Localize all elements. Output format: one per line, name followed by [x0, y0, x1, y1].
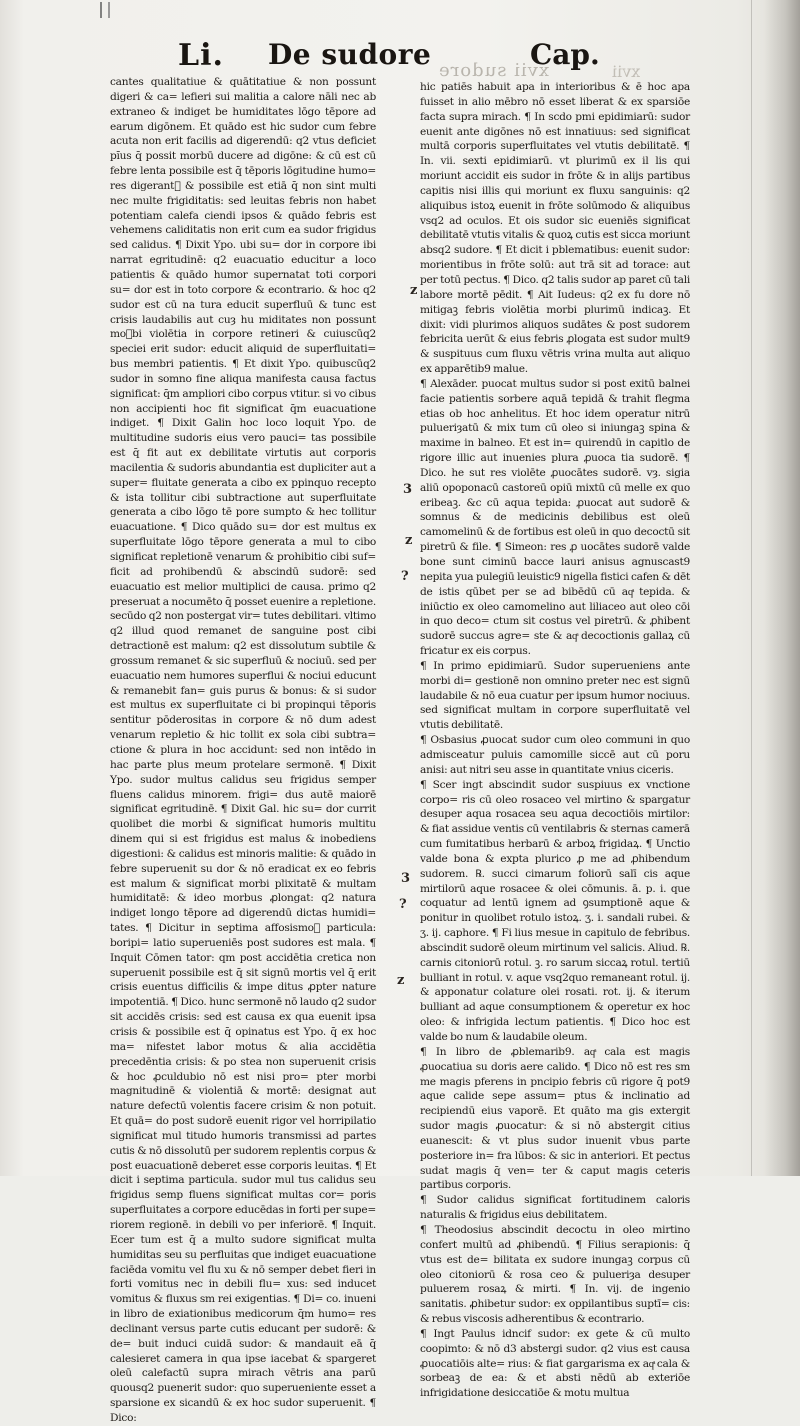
chapter-label: Cap. [530, 38, 600, 71]
bleed-through-text: xvii sudore [438, 60, 550, 81]
page-corner-mark [100, 2, 110, 18]
paragraph: ¶ Osbasius ꝓuocat sudor cum oleo communi in quo admisceatur puluis camomille siccē aut cū poru anisi: aut nitri seu asse in quantitate vnius ciceris. [420, 734, 690, 776]
margin-mark: ? [399, 897, 407, 912]
running-title: De sudore [268, 38, 432, 71]
paragraph: ¶ Sudor calidus significat fortitudinem caloris naturalis & frigidus eius debilitatem. [420, 1194, 690, 1222]
paragraph: hic patiēs habuit apa in interioribus & ē hoc apa fuisset in alio mēbro nō esset liberat & ex sparsiōe facta supra mirach. ¶ In scdo pmi epidimiarū: sudor euenit ante digōnes nō est innatiuus: sed significat multā corporis superfluitates vel vtutis debilitatē. ¶ In. vii. sexti epidimiarū. vt plurimū ex il lis qui moriunt accidit eis sudor in frōte & in alijs partibus capitis nisi illis qui moriunt ex fluxu sanguinis: q2 aliquibus istoꝝ euenit in frōte solūmodo & aliquibus vsq2 ad oculos. Et ois sudor sic eueniēs significat debilitatē vtutis vitalis & quoꝝ cutis est sicca moriunt absq2 sudore. ¶ Et dicit i pblematibus: euenit sudor: morientibus in frōte solū: aut trā sit ad torace: aut per totū pectus. ¶ Dico. q2 talis sudor ap paret cū tali labore mortē pēdit. ¶ Ait Iudeus: q2 ex fu dore nō mitigaꝫ febris violētia morbi plurimū indicaꝫ. Et dixit: vidi plurimos aliquos sudātes & post sudorem febricita uerūt & eius febris ꝓlogata est sudor mult9 & suspituus cum fluxu vētris vrina multa aut aliquo ex apparētib9 malue. [420, 81, 690, 376]
paragraph: ¶ Scer ingt abscindit sudor suspiuus ex vnctione corpo= ris cū oleo rosaceo vel mirtino & spargatur desuper aqua rosacea seu aqua decoctiōis mirtilor: & fiat assidue ventis cū ventilabris & sternas camerā cum fumitatibus herbarū & arboꝝ frigidaꝝ. ¶ Unctio valde bona & expta plurico ꝓ me ad ꝓhibendum sudorem. ℞. succi cimarum foliorū salī cis aque mirtilorū aque rosacee & olei cōmunis. ā. p. i. que coquatur ad lentū ignem ad ꝯsumptionē aque & ponitur in quolibet rotulo istoꝝ. ʒ. i. sandali rubei. & ʒ. ij. caphore. ¶ Fi lius mesue in capitulo de febribus. abscindit sudorē oleum mirtinum vel salicis. Aliud. ℞. carnis citoniorū rotul. ꝫ. ro sarum siccaꝝ rotul. tertiū bulliant in rotul. v. aque vsq2quo remaneant rotul. ij. & apponatur colature olei rosati. rot. ij. & iterum bulliant ad aque consumptionem & operetur ex hoc oleo: & infrigida lectum patientis. ¶ Dico hoc est valde bo num & laudabile oleum. [420, 778, 690, 1043]
paragraph: ¶ Alexāder. puocat multus sudor si post exitū balnei facie patientis sorbere aquā tepidā & trahit flegma etias ob hoc anhelitus. Et hoc idem operatur nitrū pulueriȝatū & mix tum cū oleo si iniungaꝫ spina & maxime in balneo. Et est in= quirendū in capitlo de rigore illic aut inuenies plura ꝓuoca tia sudorē. ¶ Dico. he sut res violēte ꝓuocātes sudorē. vȝ. sigia aliū opoponacū castoreū opiū mixtū cū melle ex quo eribeaꝫ. &c cū aqua tepida: ꝓuocat aut sudorē & somnus & de medicinis debilibus est oleū camomelinū & de fortibus est oleū in quo decoctū sit piretrū & file. ¶ Simeon: res ꝓ uocātes sudorē valde bone sunt ciminū bacce lauri anisus agnuscast9 nepita yua pulegiū leuistic9 nigella fistici cafen & dēt de istis qūbet per se ad bibēdū cū aqͣ tepida. & iniūctio ex oleo camomelino aut liliaceo aut oleo cōi in quo deco= ctum sit costus vel piretrū. & ꝓhibent sudorē succus agre= ste & aqͣ decoctionis gallaꝝ cū fricatur ex eis corpus. [420, 377, 690, 658]
paragraph: cantes qualitatiue & quātitatiue & non possunt digeri & ca= lefieri sui malitia a calore nāli nec ab extraneo & indiget be humiditates lōgo tēpore ad earum digōnem. Et quādo est hic sudor cum febre acuta non erit facilis ad digerendū: q2 vtus deficiet pı̄us q̄ possit morbū ducere ad digōne: & cū est cū febre lenta possibile est q̄ tēporis lōgitudine humo= res digerantᷓ & possibile est etiā q̄ non sint multi nec multe frigiditatis: sed leuitas febris non habet potentiam calefa ciendi ipsos & quādo febris est vehemens caliditatis non erit cum ea sudor frigidus sed calidus. ¶ Dixit Ypo. ubi su= dor in corpore ibi narrat egritudinē: q2 euacuatio educitur a loco patientis & quādo humor supernatat toti corpori su= dor est in toto corpore & econtrario. & hoc q2 sudor est cū na tura educit superfluū & tunc est crisis laudabilis aut cuȝ hu miditates non possunt moꝛbi violētia in corpore retineri & cuiuscūq2 speciei erit sudor: educit aliquid de superfluitati= bus membri patientis. ¶ Et dixit Ypo. quibuscūq2 sudor in somno fine aliqua manifesta causa factus significat: q̄m ampliori cibo corpus vtitur. si vo cibus non accipienti hoc fit significat q̄m euacuatione indiget. ¶ Dixit Galin hoc loco loquit Ypo. de multitudine sudoris eius vero pauci= tas possibile est q̄ fit aut ex debilitate virtutis aut corporis macilentia & sudoris abundantia est dupliciter aut a super= fluitate generata a cibo ex ppinquo recepto & ista tollitur cibi subtractione aut superfluitate generata a cibo lōgo tē pore sumpto & hec tollitur euacuatione. ¶ Dico quādo su= dor est multus ex superfluitate lōgo tēpore generata a mul to cibo significat repletionē venarum & prohibitio cibi suf= ficit ad prohibendū & abscindū sudorē: sed euacuatio est melior multiplici de causa. primo q2 preseruat a nocumēto q̄ posset euenire a repletione. secūdo q2 non postergat vir= tutes debilitari. vltimo q2 illud quod remanet de sanguine post cibi detractionē est malum: q2 est dissolutum subtile & grossum remanet & sic superfluū & nociuū. sed per euacuatio nem humores superflui & nociui educunt & remanebit fan= guis purus & bonus: & si sudor est multus ex superfluitate ci bi propinqui tēporis sentitur pōderositas in corpore & nō dum adest venarum repletio & hic tollit ex sola cibi subtra= ctione & plura in hoc accidunt: sed non intēdo in hac parte plus meum protelare sermonē. ¶ Dixit Ypo. sudor multus calidus seu frigidus semper fluens calidus minorem. frigi= dus autē maiorē significat egritudinē. ¶ Dixit Gal. hic su= dor currit quolibet die morbi & significat humoris multitu dinem qui si est frigidus est malus & inobediens digestioni: & calidus est minoris malitie: & quādo in febre superuenit su dor & nō eradicat ex eo febris est malum & significat morbi plixitatē & multam humiditatē: & ideo morbus ꝓlongat: q2 natura indiget longo tēpore ad digerendū dictas humidi= tates. ¶ Dicitur in septima affosismoꝝ particula: boripi= latio superueniēs post sudores est mala. ¶ Inquit Cōmen tator: qm post accidētia cretica non superuenit possibile est q̄ sit signū mortis vel q̄ erit crisis euentus difficilis & impe ditus ꝓpter nature impotentiā. ¶ Dico. hunc sermonē nō laudo q2 sudor sit accidēs crisis: sed est causa ex qua euenit ipsa crisis & possibile est q̄ opinatus est Ypo. q̄ ex hoc ma= nifestet labor motus & alia accidētia precedēntia crisis: & po stea non superuenit crisis & hoc ꝓculdubio nō est nisi pro= pter morbi magnitudinē & violentiā & mortē: designat aut nature defectū volentis facere crisim & non potuit. Et quā= do post sudorē euenit rigor vel horripilatio significat mul titudo humoris transmissi ad partes cutis & nō dissolutū per sudorem replentis corpus & post euacuationē deberet esse corporis leuitas. ¶ Et dicit i septima particula. sudor mul tus calidus seu frigidus semp fluens significat multas cor= poris superfluitates a corpore educēdas in forti per supe= riorem regionē. in debili vo per inferiorē. ¶ Inquit. Ecer tum est q̄ a multo sudore significat multa humiditas seu su perfluitas que indiget euacuatione faciēda vomitu vel flu xu & nō semper debet fieri in forti vomitus nec in debili flu= xus: sed inducet vomitus & fluxus sm rei exigentias. ¶ Di= co. inueni in libro de exiationibus medicorum q̄m humo= res declinant versus parte cutis educant per sudorē: & de= buit induci cuidā sudor: & mandauit eā q̄ calesieret camera in qua ipse iacebat & spargeret oleū calefactū supra mirach vētris ana parū quousq2 puenerit sudor: quo superueniente esset a sparsione ex sicandū & ex hoc sudor superuenit. ¶ Dico: [110, 76, 376, 1424]
left-text-column [110, 75, 376, 1426]
margin-mark: z [405, 533, 413, 548]
page-edge-shadow [764, 0, 800, 1176]
margin-mark: 3 [401, 871, 411, 886]
paragraph: ¶ Theodosius abscindit decoctu in oleo mirtino confert multū ad ꝓhibendū. ¶ Filius serapionis: q̄ vtus est de= bilitata ex sudore inungaꝫ corpus cū oleo citoniorū & rosa ceo & pulueriȝa desuper puluerem rosaꝝ & mirti. ¶ In. vij. de ingenio sanitatis. ꝓhibetur sudor: ex oppilantibus suptī= cis: & rebus viscosis adherentibus & econtrario. [420, 1223, 690, 1326]
paragraph: ¶ Ingt Paulus idncif sudor: ex gete & cū multo coopimto: & nō d3 abstergi sudor. q2 vius est causa ꝓuocatiōis alte= rius: & fiat gargarisma ex aqͣ cala & sorbeaꝫ de ea: & et absti nēdū ab exteriōe infrigidatione desiccatiōe & motu multua [420, 1327, 690, 1400]
margin-mark: 3 [403, 482, 413, 497]
margin-mark: z [397, 973, 405, 988]
gutter-line [751, 0, 752, 1176]
bleed-through-text: xvii [612, 62, 641, 81]
paragraph: ¶ In libro de ꝓblemarib9. aqͣ cala est magis ꝓuocatiua su doris aere calido. ¶ Dico nō est res sm me magis pferens in pncipio febris cū rigore q̄ pot9 aque calide sepe assum= ptus & inclinatio ad recipiendū eius vaporē. Et quāto ma gis extergit sudor magis ꝓuocatur: & si nō abstergit citius euanescit: & vt plus sudor inuenit vbus parte posteriore in= fra lūbos: & sic in anteriori. Et pectus sudat magis q̄ ven= ter & caput magis ceteris partibus corporis. [420, 1045, 690, 1192]
paragraph: ¶ In primo epidimiarū. Sudor superueniens ante morbi di= gestionē non omnino preter nec est signū laudabile & nō eua cuatur per ipsum humor nociuus. sed significat multam in corpore superfluitatē vel vtutis debilitatē. [420, 659, 690, 732]
right-text-column [420, 80, 690, 1401]
margin-mark: z [410, 283, 418, 298]
margin-mark: ? [401, 569, 409, 584]
folio-number: Li. [178, 38, 224, 73]
